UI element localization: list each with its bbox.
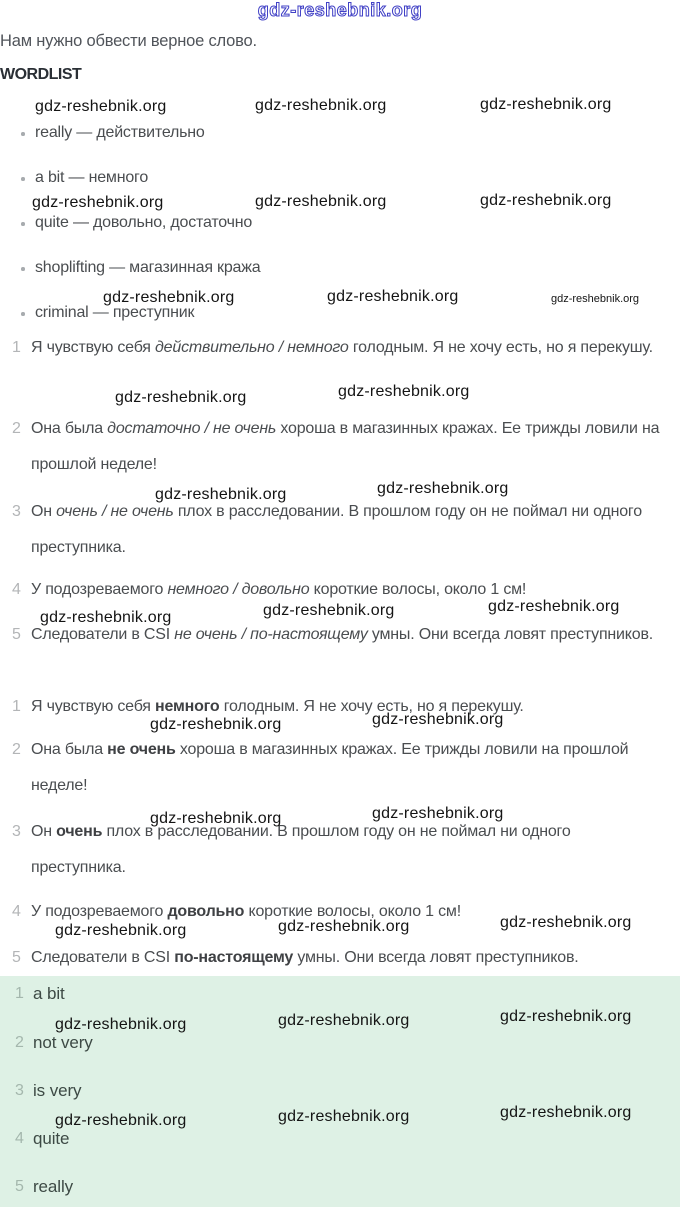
watermark: gdz-reshebnik.org — [150, 716, 282, 733]
bullet-icon — [21, 312, 25, 316]
watermark: gdz-reshebnik.org — [480, 96, 612, 113]
watermark: gdz-reshebnik.org — [35, 98, 167, 115]
watermark: gdz-reshebnik.org — [255, 193, 387, 210]
wordlist-translation: немного — [88, 169, 149, 186]
task-item — [0, 330, 668, 366]
separator: — — [68, 169, 85, 186]
wordlist-item — [0, 209, 660, 237]
item-text-post: короткие волосы, около 1 см! — [309, 581, 527, 598]
item-text-post: голодным. Я не хочу есть, но я перекушу. — [219, 698, 524, 715]
item-text-post: голодным. Я не хочу есть, но я перекушу. — [348, 339, 653, 356]
item-choice: достаточно / не очень — [107, 420, 277, 437]
separator: — — [92, 304, 109, 321]
watermark: gdz-reshebnik.org — [372, 805, 504, 822]
task-item — [0, 572, 668, 608]
watermark: gdz-reshebnik.org — [255, 97, 387, 114]
item-text-post: хороша в магазинных кражах. Ее трижды ловили на прошлой неделе! — [31, 420, 660, 473]
key-item — [0, 1172, 660, 1202]
item-text-post: хороша в магазинных кражах. Ее трижды ловили на прошлой неделе! — [31, 741, 629, 794]
wordlist-item — [0, 119, 660, 147]
item-text-pre: Следователи в CSI — [31, 949, 175, 966]
item-text-post: умны. Они всегда ловят преступников. — [367, 626, 653, 643]
key-answer-text: really — [33, 1177, 74, 1196]
watermark: gdz-reshebnik.org — [278, 1108, 410, 1125]
item-text-pre: Он — [31, 503, 57, 520]
bullet-icon — [21, 267, 25, 271]
key-item — [0, 1124, 660, 1154]
watermark: gdz-reshebnik.org — [40, 609, 172, 626]
watermark: gdz-reshebnik.org — [278, 918, 410, 935]
item-answer: по-настоящему — [174, 949, 294, 966]
answer-item — [0, 689, 668, 725]
key-answer-text: a bit — [33, 984, 65, 1003]
item-text-pre: Она была — [31, 741, 108, 758]
item-number: 3 — [15, 1082, 24, 1099]
item-number: 4 — [12, 581, 21, 598]
answer-item — [0, 940, 668, 976]
item-text-post: плох в расследовании. В прошлом году он не поймал ни одного преступника. — [31, 823, 571, 876]
watermark: gdz-reshebnik.org — [327, 288, 459, 305]
item-number: 3 — [12, 823, 21, 840]
bullet-icon — [21, 132, 25, 136]
wordlist-title: WORDLIST — [0, 66, 82, 83]
watermark: gdz-reshebnik.org — [55, 1016, 187, 1033]
item-answer: довольно — [167, 903, 245, 920]
item-text-pre: У подозреваемого — [31, 581, 168, 598]
item-number: 5 — [15, 1178, 24, 1195]
wordlist-item — [0, 164, 660, 192]
watermark: gdz-reshebnik.org — [377, 480, 509, 497]
item-text-pre: Я чувствую себя — [31, 339, 156, 356]
key-answer-text: quite — [33, 1129, 70, 1148]
wordlist-term: shoplifting — [35, 259, 105, 276]
key-item — [0, 979, 660, 1009]
item-text-pre: Она была — [31, 420, 108, 437]
item-text-pre: Следователи в CSI — [31, 626, 175, 643]
item-answer: очень — [56, 823, 103, 840]
item-answer: не очень — [107, 741, 176, 758]
watermark: gdz-reshebnik.org — [55, 1112, 187, 1129]
separator: — — [76, 124, 93, 141]
site-watermark-header: gdz-reshebnik.org — [257, 0, 423, 20]
item-text-post: плох в расследовании. В прошлом году он не поймал ни одного преступника. — [31, 503, 642, 556]
watermark: gdz-reshebnik.org — [488, 598, 620, 615]
item-text-pre: Я чувствую себя — [31, 698, 156, 715]
watermark: gdz-reshebnik.org — [55, 922, 187, 939]
watermark: gdz-reshebnik.org — [500, 1008, 632, 1025]
item-number: 4 — [15, 1130, 24, 1147]
watermark: gdz-reshebnik.org — [551, 293, 640, 305]
item-choice: немного / довольно — [167, 581, 310, 598]
item-number: 2 — [12, 741, 21, 758]
watermark: gdz-reshebnik.org — [115, 389, 247, 406]
answer-item — [0, 814, 668, 886]
task-item — [0, 617, 668, 653]
watermark: gdz-reshebnik.org — [103, 289, 235, 306]
watermark: gdz-reshebnik.org — [263, 602, 395, 619]
item-number: 1 — [12, 698, 21, 715]
watermark: gdz-reshebnik.org — [372, 711, 504, 728]
item-number: 2 — [12, 420, 21, 437]
item-answer: немного — [155, 698, 220, 715]
wordlist-translation: довольно, достаточно — [93, 214, 253, 231]
item-number: 2 — [15, 1034, 24, 1051]
item-choice: не очень / по-настоящему — [174, 626, 368, 643]
task-item — [0, 494, 668, 566]
watermark: gdz-reshebnik.org — [150, 810, 282, 827]
item-number: 3 — [12, 503, 21, 520]
wordlist-translation: преступник — [112, 304, 195, 321]
item-text-post: умны. Они всегда ловят преступников. — [293, 949, 579, 966]
watermark: gdz-reshebnik.org — [500, 914, 632, 931]
item-number: 4 — [12, 903, 21, 920]
separator: — — [72, 214, 89, 231]
watermark: gdz-reshebnik.org — [338, 383, 470, 400]
separator: — — [109, 259, 125, 276]
answer-item — [0, 894, 668, 930]
bullet-icon — [21, 222, 25, 226]
key-item — [0, 1076, 660, 1106]
key-item — [0, 1028, 660, 1058]
bullet-icon — [21, 177, 25, 181]
item-text-pre: У подозреваемого — [31, 903, 168, 920]
key-answer-text: not very — [33, 1033, 93, 1052]
task-item — [0, 411, 668, 483]
task-intro-text: Нам нужно обвести верное слово. — [0, 32, 257, 50]
wordlist-item — [0, 299, 660, 327]
watermark: gdz-reshebnik.org — [155, 486, 287, 503]
item-choice: очень / не очень — [56, 503, 174, 520]
key-answer-text: is very — [33, 1081, 82, 1100]
watermark: gdz-reshebnik.org — [480, 192, 612, 209]
item-number: 1 — [15, 985, 24, 1002]
wordlist-term: criminal — [35, 304, 89, 321]
wordlist-term: a bit — [35, 169, 65, 186]
wordlist-term: really — [35, 124, 73, 141]
watermark: gdz-reshebnik.org — [278, 1012, 410, 1029]
item-number: 5 — [12, 626, 21, 643]
item-choice: действительно / немного — [155, 339, 349, 356]
wordlist-translation: действительно — [96, 124, 205, 141]
watermark: gdz-reshebnik.org — [32, 194, 164, 211]
wordlist-translation: магазинная кража — [129, 259, 261, 276]
item-number: 1 — [12, 339, 21, 356]
item-text-post: короткие волосы, около 1 см! — [244, 903, 461, 920]
wordlist-term: quite — [35, 214, 69, 231]
watermark: gdz-reshebnik.org — [500, 1104, 632, 1121]
answer-item — [0, 732, 668, 804]
wordlist-item — [0, 254, 660, 282]
item-number: 5 — [12, 949, 21, 966]
item-text-pre: Он — [31, 823, 57, 840]
